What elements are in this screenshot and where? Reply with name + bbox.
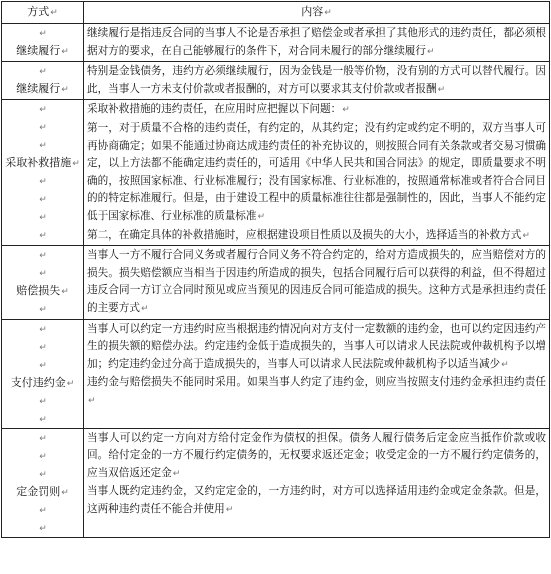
table-row (2, 100, 550, 246)
content-cell (84, 62, 550, 100)
paragraph-mark: ↵ (39, 177, 47, 188)
empty-line (2, 519, 83, 537)
empty-line (2, 62, 83, 80)
paragraph-mark: ↵ (61, 487, 69, 498)
paragraph-mark: ↵ (39, 342, 47, 353)
paragraph-mark: ↵ (50, 8, 58, 18)
type-cell (2, 62, 84, 100)
paragraph-mark: ↵ (501, 359, 509, 370)
paragraph-mark: ↵ (61, 47, 69, 57)
content-paragraph (87, 321, 546, 375)
paragraph-mark: ↵ (39, 324, 47, 335)
table-row (2, 319, 550, 428)
paragraph-mark: ↵ (61, 287, 69, 298)
paragraph-mark: ↵ (172, 468, 181, 479)
paragraph-mark: ↵ (61, 85, 69, 96)
empty-line (2, 24, 83, 42)
paragraph-mark: ↵ (72, 159, 80, 170)
paragraph-text: 继续履行是指违反合同的当事人不论是否承担了赔偿金或者承担了其他形式的违约责任，都必须根据对方的要求，在自己能够履行的条件下，对合同未履行的部分继续履行 (87, 27, 546, 57)
type-label (2, 154, 83, 172)
header-content-label: 内容 (301, 5, 324, 18)
type-text: 采取补救措施 (5, 156, 72, 170)
table-row (2, 62, 550, 100)
paragraph-mark: ↵ (427, 46, 435, 57)
paragraph-mark: ↵ (257, 211, 266, 222)
paragraph-mark: ↵ (39, 396, 47, 407)
paragraph-text: 当事人可以约定一方向对方给付定金作为债权的担保。债务人履行债务后定金应当抵作价款或收回。给付定金的一方不履行约定债务的，无权要求返还定金；收受定金的一方不履行约定债务的，应当双倍返还定金 (87, 431, 546, 479)
type-cell (2, 100, 84, 246)
empty-line (2, 300, 83, 318)
empty-line (2, 501, 83, 519)
table-row (2, 428, 550, 537)
paragraph-mark: ↵ (39, 231, 47, 242)
header-type-label: 方式 (27, 5, 50, 18)
empty-line (2, 320, 83, 338)
paragraph-text: 违约金与赔偿损失不能同时采用。如果当事人约定了违约金，则应当按照支付违约金承担违约责任 (87, 376, 546, 389)
empty-line (2, 356, 83, 374)
content-cell (84, 319, 550, 428)
header-type-cell (2, 2, 84, 24)
type-cell (2, 428, 84, 537)
table-row (2, 246, 550, 319)
content-paragraph (87, 63, 546, 99)
paragraph-text: 特别是金钱债务，违约方必须继续履行，因为金钱是一般等价物，没有别的方式可以替代履行。因此，当事人一方未支付价款或者报酬的，对方可以要求其支付价款或者报酬 (87, 65, 546, 95)
type-label (2, 483, 83, 501)
paragraph-mark: ↵ (39, 195, 47, 206)
paragraph-mark: ↵ (39, 414, 47, 425)
empty-line (2, 410, 83, 428)
type-cell (2, 319, 84, 428)
paragraph-mark: ↵ (140, 303, 149, 314)
paragraph-mark: ↵ (342, 105, 350, 116)
empty-line (2, 429, 83, 447)
paragraph-mark: ↵ (39, 213, 47, 224)
type-cell (2, 246, 84, 319)
paragraph-mark: ↵ (522, 230, 530, 241)
type-text: 继续履行 (16, 44, 61, 57)
content-cell (84, 428, 550, 537)
empty-line (2, 190, 83, 208)
paragraph-mark: ↵ (39, 469, 47, 480)
content-paragraph (87, 247, 546, 318)
paragraph-text: 第一，对于质量不合格的违约责任，有约定的，从其约定；没有约定或约定不明的，双方当事人可再协商确定；如果不能通过协商达成违约责任的补充协议的，则按照合同有关条款或者交易习惯确定，以上方法都不能确定违约责任的，可适用《中华人民共和国合同法》的规定，即质量要求不明确的，按照国家标准、行业标准履行；没有国家标准、行业标准的，按照通常标准或者符合合同目的的特定标准履行。但是，由于建设工程中的质量标准往往都是强制性的，因此，当事人不能约定低于国家标准、行业标准的质量标准 (87, 121, 546, 222)
empty-line (2, 264, 83, 282)
paragraph-text: 当事人一方不履行合同义务或者履行合同义务不符合约定的，给对方造成损失的，应当赔偿对方的损失。损失赔偿额应当相当于因违约所造成的损失，包括合同履行后可以获得的利益，但不得超过违反合同一方订立合同时预见或应当预见的因违反合同可能造成的损失。这种方式是承担违约责任的主要方式 (87, 249, 546, 314)
empty-line (2, 246, 83, 264)
paragraph-mark: ↵ (39, 360, 47, 371)
header-row (2, 2, 550, 24)
paragraph-mark: ↵ (39, 251, 47, 262)
paragraph-mark: ↵ (39, 141, 47, 152)
empty-line (2, 136, 83, 154)
paragraph-mark: ↵ (39, 123, 47, 134)
empty-line (2, 208, 83, 226)
type-label (2, 80, 83, 98)
paragraph-mark: ↵ (39, 523, 47, 534)
paragraph-mark: ↵ (39, 105, 47, 116)
paragraph-mark: ↵ (437, 84, 446, 95)
type-text: 定金罚则 (16, 484, 61, 498)
empty-line (2, 100, 83, 118)
content-paragraph (87, 25, 546, 61)
content-paragraph (87, 374, 546, 410)
paragraph-text: 当事人可以约定一方违约时应当根据违约情况向对方支付一定数额的违约金，也可以约定因违约产生的损失额的赔偿办法。约定违约金低于造成损失的，当事人可以请求人民法院或仲裁机构予以增加；约定违约金过分高于造成损失的，当事人可以请求人民法院或仲裁机构予以适当减少 (87, 322, 546, 370)
empty-line (2, 465, 83, 483)
paragraph-mark: ↵ (324, 8, 332, 18)
content-paragraph (87, 227, 546, 246)
paragraph-mark: ↵ (39, 451, 47, 462)
content-paragraph (87, 101, 546, 120)
content-paragraph (87, 120, 546, 227)
empty-line (2, 338, 83, 356)
paragraph-mark: ↵ (39, 269, 47, 280)
empty-line (2, 226, 83, 244)
paragraph-mark: ↵ (39, 305, 47, 316)
paragraph-mark: ↵ (39, 433, 47, 444)
type-text: 继续履行 (16, 82, 61, 96)
content-cell (84, 246, 550, 319)
paragraph-mark: ↵ (88, 395, 96, 406)
content-paragraph (87, 430, 546, 484)
content-cell (84, 24, 550, 62)
paragraph-mark: ↵ (39, 29, 47, 39)
paragraph-mark: ↵ (39, 67, 47, 78)
type-text: 赔偿损失 (16, 284, 61, 298)
type-label (2, 282, 83, 300)
empty-line (2, 392, 83, 410)
paragraph-text: 当事人既约定违约金，又约定定金的，一方违约时，对方可以选择适用违约金或定金条款。但是，这两种违约责任不能合并使用 (87, 485, 546, 515)
content-cell (84, 100, 550, 246)
type-cell (2, 24, 84, 62)
table-row (2, 24, 550, 62)
paragraph-mark: ↵ (225, 504, 234, 515)
content-paragraph (87, 483, 546, 519)
paragraph-text: 采取补救措施的违约责任，在应用时应把握以下问题： (87, 103, 342, 116)
type-label (2, 374, 83, 392)
empty-line (2, 447, 83, 465)
header-content-cell (84, 2, 550, 24)
paragraph-mark: ↵ (66, 378, 75, 389)
empty-line (2, 172, 83, 190)
liability-table (1, 1, 550, 538)
type-text: 支付违约金 (10, 375, 66, 389)
paragraph-mark: ↵ (39, 505, 47, 516)
type-label (2, 42, 83, 60)
paragraph-text: 第二，在确定具体的补救措施时，应根据建设项目性质以及损失的大小，选择适当的补救方式 (87, 228, 522, 241)
empty-line (2, 118, 83, 136)
